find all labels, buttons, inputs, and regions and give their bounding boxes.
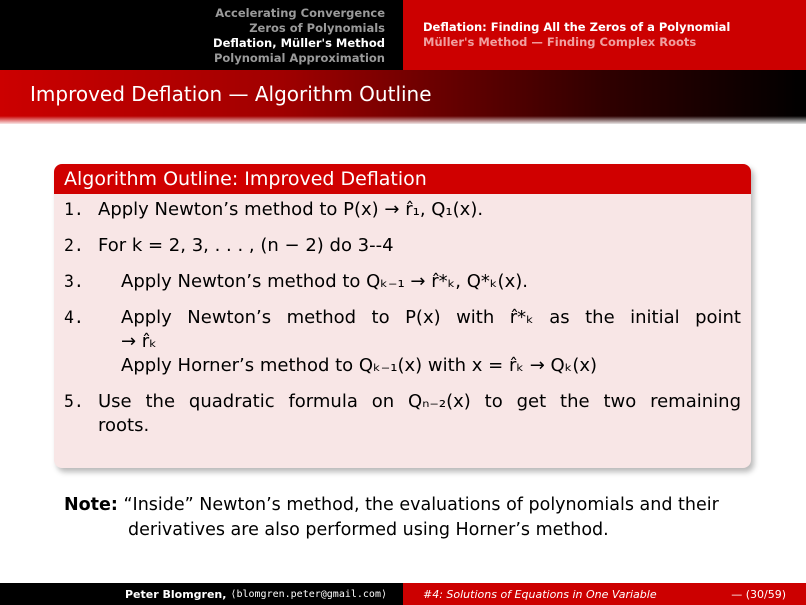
step-number: 5. bbox=[64, 392, 84, 411]
step-text: Use the quadratic formula on Qₙ₋₂(x) to get the two remaining bbox=[98, 391, 741, 412]
nav-section-3-current[interactable]: Deflation, Müller's Method bbox=[213, 36, 385, 50]
algorithm-step bbox=[64, 390, 741, 438]
algorithm-step bbox=[64, 198, 741, 222]
nav-subsection-2[interactable]: Müller's Method — Finding Complex Roots bbox=[423, 35, 697, 49]
nav-section-1[interactable]: Accelerating Convergence bbox=[215, 6, 385, 20]
note-line-2: derivatives are also performed using Horner’s method. bbox=[128, 520, 609, 540]
note-text: “Inside” Newton’s method, the evaluations of polynomials and their bbox=[123, 495, 719, 515]
block-title: Algorithm Outline: Improved Deflation bbox=[54, 164, 751, 194]
subsection-navigation bbox=[403, 0, 806, 70]
footer-author bbox=[0, 583, 403, 605]
step-text: For k = 2, 3, . . . , (n − 2) do 3--4 bbox=[98, 235, 394, 256]
section-navigation bbox=[0, 0, 403, 70]
step-text: Apply Horner’s method to Qₖ₋₁(x) with x = r̂ₖ → Qₖ(x) bbox=[121, 355, 598, 376]
note-label: Note: bbox=[64, 495, 118, 515]
frame-title-bar bbox=[0, 70, 806, 124]
step-text: Apply Newton’s method to P(x) → r̂₁, Q₁(x). bbox=[98, 199, 484, 220]
note-line-1 bbox=[64, 493, 744, 518]
step-text: → r̂ₖ bbox=[121, 331, 157, 352]
note-paragraph bbox=[64, 493, 744, 543]
title-shadow bbox=[0, 116, 806, 124]
nav-section-2[interactable]: Zeros of Polynomials bbox=[249, 21, 385, 35]
algorithm-block bbox=[54, 164, 751, 468]
block-body bbox=[54, 194, 751, 438]
algorithm-step bbox=[64, 234, 741, 258]
footer-lecture bbox=[403, 583, 806, 605]
nav-subsection-1-current[interactable]: Deflation: Finding All the Zeros of a Polynomial bbox=[423, 20, 731, 34]
step-text: roots. bbox=[98, 415, 150, 436]
algorithm-step bbox=[64, 306, 741, 378]
page-number: — (30/59) bbox=[731, 587, 786, 601]
author-name: Peter Blomgren, bbox=[125, 587, 227, 601]
step-text: Apply Newton’s method to P(x) with r̂*ₖ as the initial point bbox=[121, 307, 741, 328]
frame-title: Improved Deflation — Algorithm Outline bbox=[30, 82, 432, 106]
step-number: 2. bbox=[64, 236, 84, 255]
step-number: 1. bbox=[64, 200, 84, 219]
author-email[interactable]: ⟨blomgren.peter@gmail.com⟩ bbox=[230, 588, 387, 600]
step-number: 3. bbox=[64, 272, 84, 291]
lecture-title[interactable]: #4: Solutions of Equations in One Variable bbox=[423, 587, 657, 601]
algorithm-step bbox=[64, 270, 741, 294]
step-number: 4. bbox=[64, 308, 84, 327]
nav-section-4[interactable]: Polynomial Approximation bbox=[213, 51, 385, 65]
step-text: Apply Newton’s method to Qₖ₋₁ → r̂*ₖ, Q*ₖ(x). bbox=[121, 271, 528, 292]
